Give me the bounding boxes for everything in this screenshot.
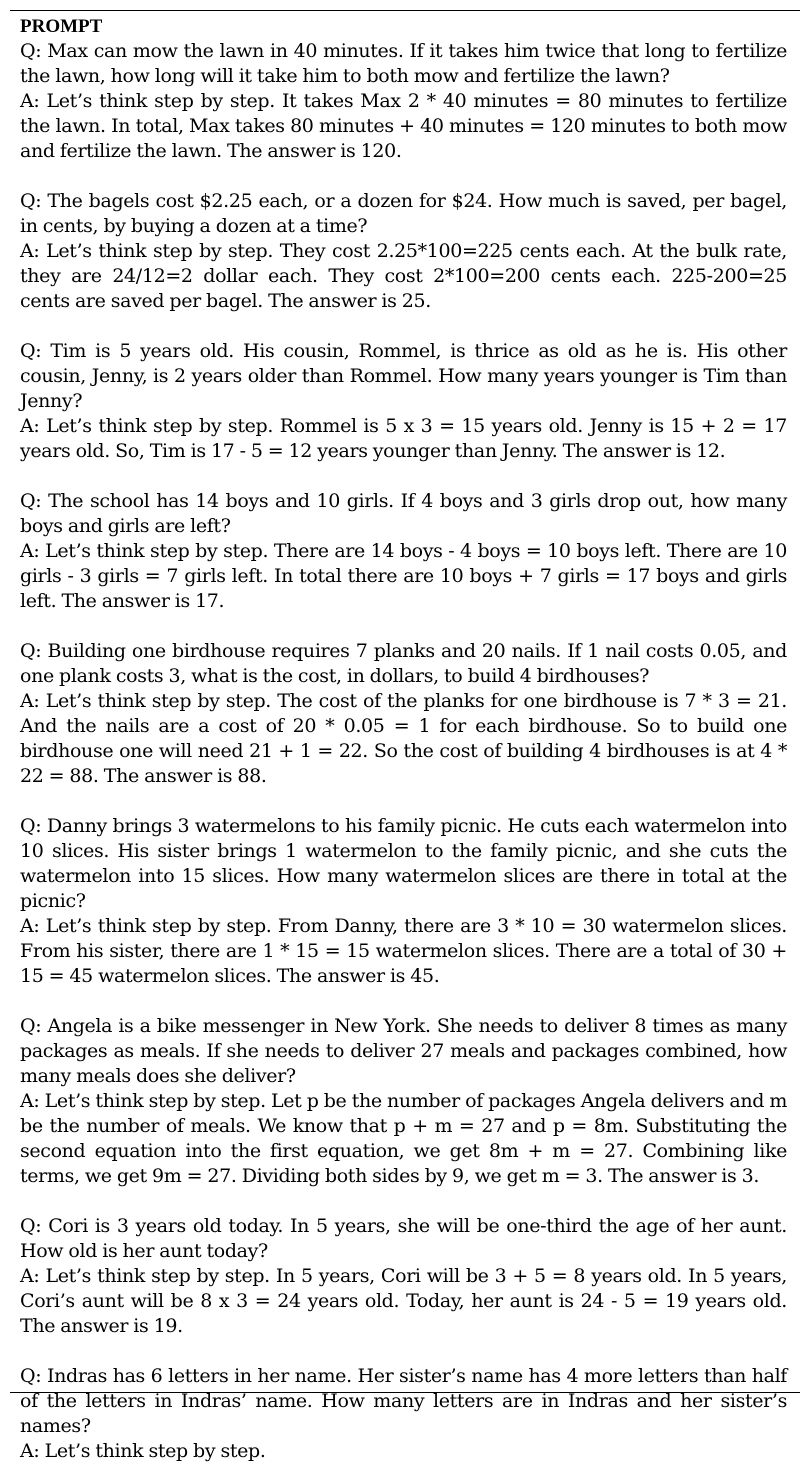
- answer-6: A: Let’s think step by step. From Danny, there are 3 * 10 = 30 watermelon slices. From his sister, there are 1 * 15 = 15 watermelon slices. There are a total of 30 + 15 = 45 watermelon slices. The answer is 45.: [20, 915, 787, 987]
- answer-4: A: Let’s think step by step. There are 14 boys - 4 boys = 10 boys left. There are 10 girls - 3 girls = 7 girls left. In total there are 10 boys + 7 girls = 17 boys and girls left. The answer is 17.: [20, 540, 787, 612]
- example-6: [20, 814, 787, 989]
- question-7: Q: Angela is a bike messenger in New York. She needs to deliver 8 times as many packages as meals. If she needs to deliver 27 meals and packages combined, how many meals does she deliver?: [20, 1015, 787, 1087]
- top-rule: [10, 10, 800, 11]
- answer-7: A: Let’s think step by step. Let p be the number of packages Angela delivers and m be the number of meals. We know that p + m = 27 and p = 8m. Substituting the second equation into the first equation, we get 8m + m = 27. Combining like terms, we get 9m = 27. Dividing both sides by 9, we get m = 3. The answer is 3.: [20, 1090, 787, 1187]
- spacer: [20, 789, 787, 814]
- question-8: Q: Cori is 3 years old today. In 5 years, she will be one-third the age of her aunt. How old is her aunt today?: [20, 1215, 787, 1262]
- answer-8: A: Let’s think step by step. In 5 years, Cori will be 3 + 5 = 8 years old. In 5 years, Cori’s aunt will be 8 x 3 = 24 years old. Today, her aunt is 24 - 5 = 19 years old. The answer is 19.: [20, 1265, 787, 1337]
- prompt-content: [20, 15, 787, 1464]
- answer-2: A: Let’s think step by step. They cost 2.25*100=225 cents each. At the bulk rate, they are 24/12=2 dollar each. They cost 2*100=200 cents each. 225-200=25 cents are saved per bagel. The answer is 25.: [20, 240, 787, 312]
- example-9: [20, 1364, 787, 1464]
- example-1: [20, 39, 787, 164]
- question-6: Q: Danny brings 3 watermelons to his family picnic. He cuts each watermelon into 10 slices. His sister brings 1 watermelon to the family picnic, and she cuts the watermelon into 15 slices. How many watermelon slices are there in total at the picnic?: [20, 815, 787, 912]
- spacer: [20, 989, 787, 1014]
- question-3: Q: Tim is 5 years old. His cousin, Rommel, is thrice as old as he is. His other cousin, Jenny, is 2 years older than Rommel. How many years younger is Tim than Jenny?: [20, 340, 787, 412]
- answer-5: A: Let’s think step by step. The cost of the planks for one birdhouse is 7 * 3 = 21. And the nails are a cost of 20 * 0.05 = 1 for each birdhouse. So to build one birdhouse one will need 21 + 1 = 22. So the cost of building 4 birdhouses is at 4 * 22 = 88. The answer is 88.: [20, 690, 787, 787]
- example-8: [20, 1214, 787, 1339]
- spacer: [20, 1339, 787, 1364]
- answer-3: A: Let’s think step by step. Rommel is 5 x 3 = 15 years old. Jenny is 15 + 2 = 17 years old. So, Tim is 17 - 5 = 12 years younger than Jenny. The answer is 12.: [20, 415, 787, 462]
- question-1: Q: Max can mow the lawn in 40 minutes. If it takes him twice that long to fertilize the lawn, how long will it take him to both mow and fertilize the lawn?: [20, 40, 787, 87]
- answer-9: A: Let’s think step by step.: [20, 1440, 266, 1462]
- bottom-rule: [10, 1392, 800, 1393]
- question-5: Q: Building one birdhouse requires 7 planks and 20 nails. If 1 nail costs 0.05, and one plank costs 3, what is the cost, in dollars, to build 4 birdhouses?: [20, 640, 787, 687]
- question-4: Q: The school has 14 boys and 10 girls. If 4 boys and 3 girls drop out, how many boys and girls are left?: [20, 490, 787, 537]
- example-4: [20, 489, 787, 614]
- spacer: [20, 314, 787, 339]
- example-2: [20, 189, 787, 314]
- spacer: [20, 164, 787, 189]
- spacer: [20, 1189, 787, 1214]
- question-2: Q: The bagels cost $2.25 each, or a dozen for $24. How much is saved, per bagel, in cents, by buying a dozen at a time?: [20, 190, 787, 237]
- answer-1: A: Let’s think step by step. It takes Max 2 * 40 minutes = 80 minutes to fertilize the lawn. In total, Max takes 80 minutes + 40 minutes = 120 minutes to both mow and fertilize the lawn. The answer is 120.: [20, 90, 787, 162]
- example-5: [20, 639, 787, 789]
- example-3: [20, 339, 787, 464]
- spacer: [20, 614, 787, 639]
- example-7: [20, 1014, 787, 1189]
- prompt-heading: PROMPT: [20, 16, 103, 37]
- question-9: Q: Indras has 6 letters in her name. Her sister’s name has 4 more letters than half of the letters in Indras’ name. How many letters are in Indras and her sister’s names?: [20, 1365, 787, 1437]
- spacer: [20, 464, 787, 489]
